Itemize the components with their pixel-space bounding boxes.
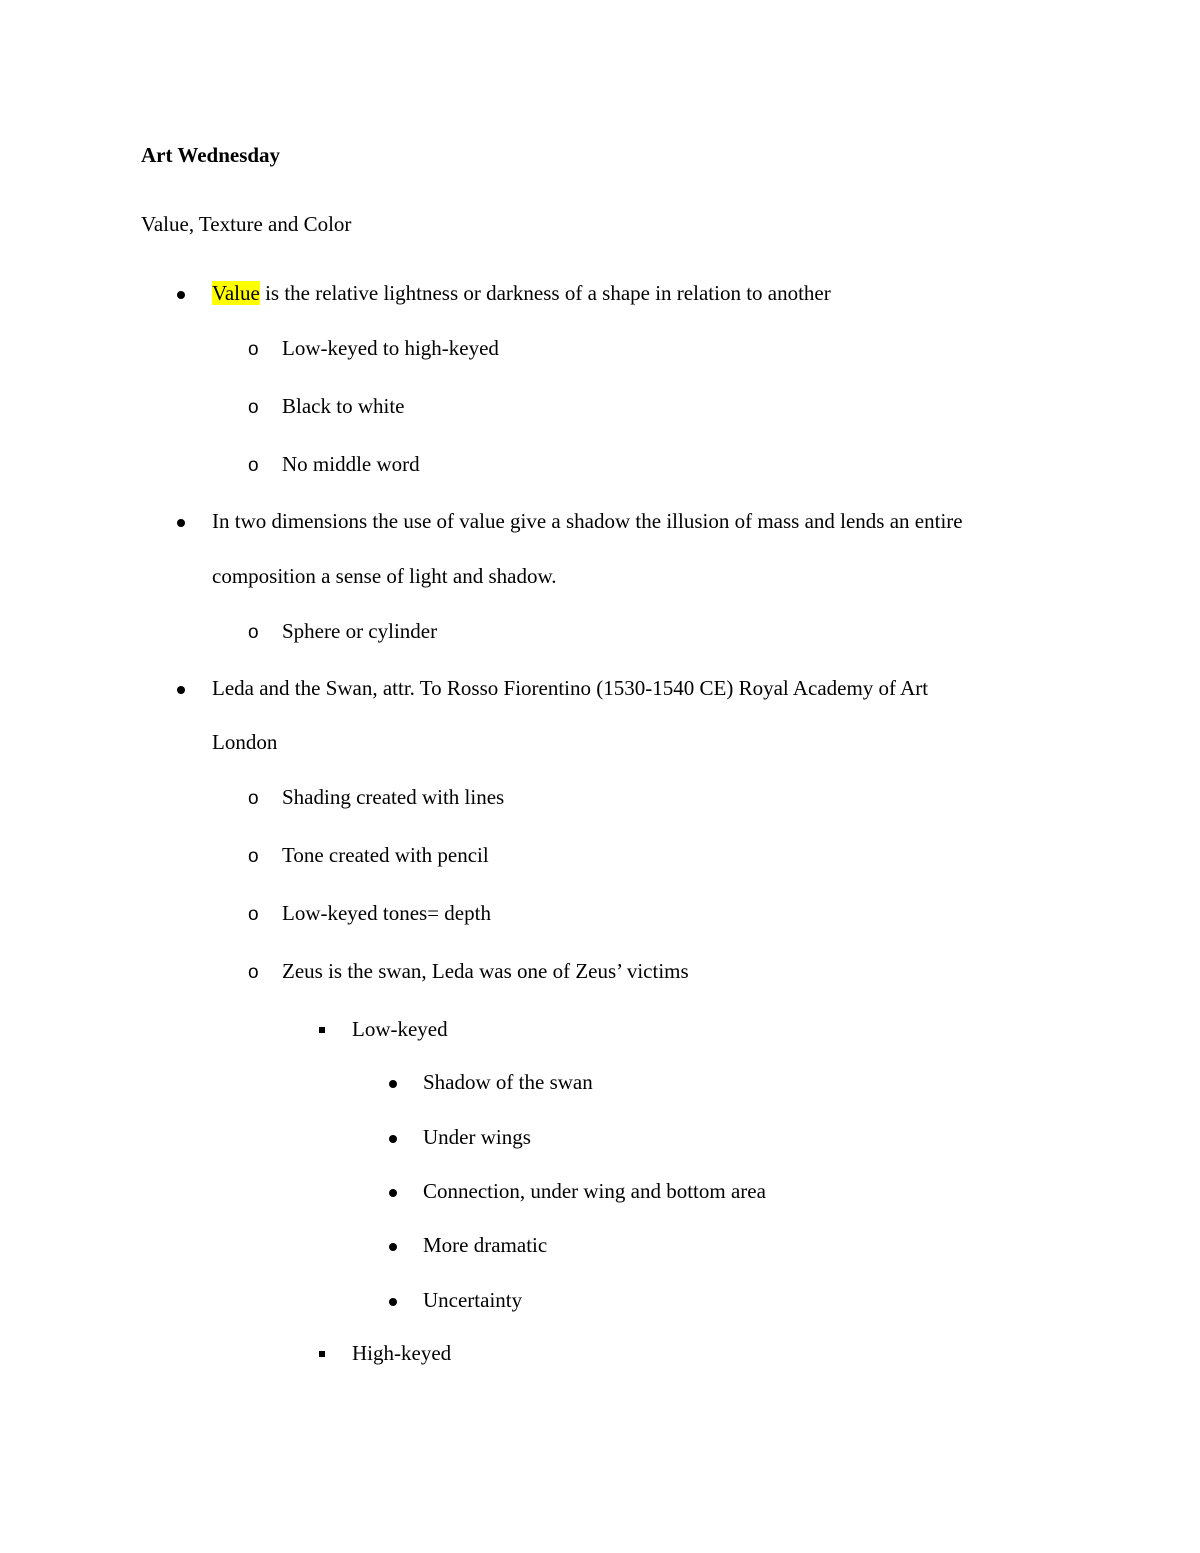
level4-list-item: Under wings <box>423 1125 531 1149</box>
bullet-disc-icon <box>389 1189 397 1197</box>
bullet-circle-icon: o <box>248 397 259 418</box>
bullet-disc-icon <box>389 1298 397 1306</box>
sub-list-item: Sphere or cylinder <box>282 619 438 643</box>
bullet-disc-icon <box>389 1135 397 1143</box>
level4-list-item: More dramatic <box>423 1233 548 1257</box>
sub-list-item: Black to white <box>282 394 405 418</box>
bullet-circle-icon: o <box>248 788 259 809</box>
level4-list-item: Connection, under wing and bottom area <box>423 1179 766 1203</box>
bullet-disc-icon <box>177 519 185 527</box>
document-subtitle: Value, Texture and Color <box>141 212 352 236</box>
level4-list-item: Uncertainty <box>423 1288 523 1312</box>
bullet-disc-icon <box>389 1243 397 1251</box>
bullet-square-icon <box>319 1351 325 1357</box>
bullet-disc-icon <box>389 1080 397 1088</box>
level3-list-item: Low-keyed <box>352 1017 448 1041</box>
list-item-text: is the relative lightness or darkness of a shape in relation to another <box>259 281 831 305</box>
list-item-text: Leda and the Swan, attr. To Rosso Fiorentino (1530-1540 CE) Royal Academy of Art <box>212 676 929 700</box>
highlighted-term: Value <box>212 281 260 305</box>
bullet-square-icon <box>319 1027 325 1033</box>
list-item-text: In two dimensions the use of value give a shadow the illusion of mass and lends an entire <box>212 509 963 533</box>
document-title: Art Wednesday <box>141 143 281 167</box>
sub-list-item: Low-keyed tones= depth <box>282 901 491 925</box>
level4-list-item: Shadow of the swan <box>423 1070 593 1094</box>
bullet-circle-icon: o <box>248 455 259 476</box>
bullet-circle-icon: o <box>248 339 259 360</box>
sub-list-item: Zeus is the swan, Leda was one of Zeus’ victims <box>282 959 689 983</box>
bullet-circle-icon: o <box>248 846 259 867</box>
level3-list-item: High-keyed <box>352 1341 452 1365</box>
bullet-circle-icon: o <box>248 622 259 643</box>
sub-list-item: Low-keyed to high-keyed <box>282 336 499 360</box>
sub-list-item: No middle word <box>282 452 420 476</box>
bullet-circle-icon: o <box>248 962 259 983</box>
sub-list-item: Shading created with lines <box>282 785 505 809</box>
bullet-circle-icon: o <box>248 904 259 925</box>
bullet-disc-icon <box>177 291 185 299</box>
list-item-text-continued: composition a sense of light and shadow. <box>212 564 557 588</box>
bullet-disc-icon <box>177 686 185 694</box>
sub-list-item: Tone created with pencil <box>282 843 489 867</box>
list-item-text-continued: London <box>212 730 278 754</box>
list-item-value <box>212 281 831 306</box>
